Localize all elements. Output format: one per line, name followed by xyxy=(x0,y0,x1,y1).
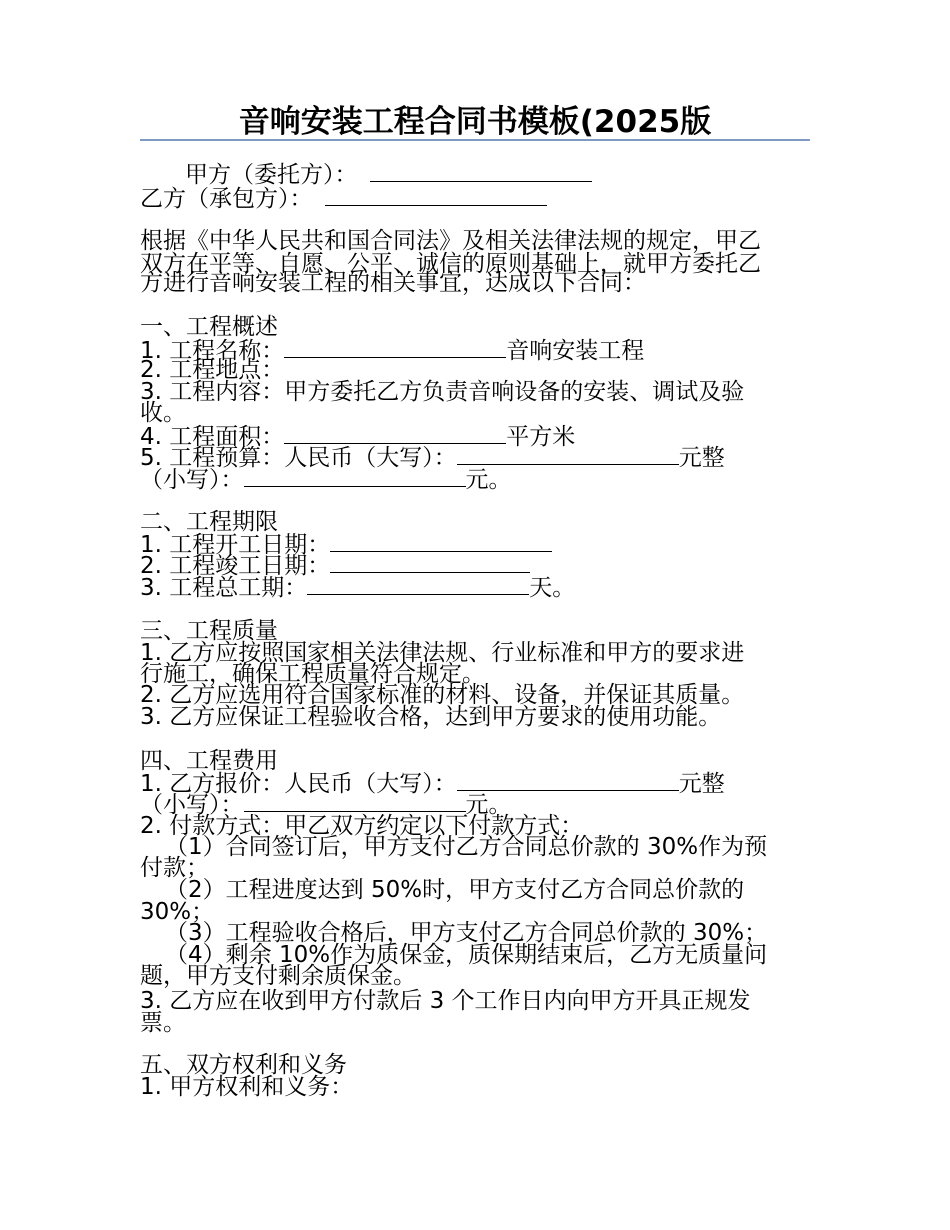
party-b-line xyxy=(140,185,547,212)
project-area-suffix: 平方米 xyxy=(506,424,576,450)
project-budget-small-suffix: 元。 xyxy=(465,467,512,493)
quote-small-suffix: 元。 xyxy=(465,792,512,818)
party-a-blank xyxy=(370,161,592,182)
total-duration-label: 3. 工程总工期： xyxy=(140,575,308,601)
quote-small-label: （小写）： xyxy=(140,792,244,818)
payment-1-line-a: （1）合同签订后，甲方支付乙方合同总价款的 30%作为预 xyxy=(165,834,768,860)
total-duration-line xyxy=(140,574,575,601)
quote-label: 1. 乙方报价：人民币（大写）： xyxy=(140,771,457,797)
project-content-line-2: 收。 xyxy=(140,400,186,426)
project-name-suffix: 音响安装工程 xyxy=(506,338,645,364)
payment-4-line-a: （4）剩余 10%作为质保金，质保期结束后，乙方无质量问 xyxy=(165,942,768,968)
start-date-blank xyxy=(330,531,552,552)
total-duration-blank xyxy=(307,574,529,595)
payment-1-line-b: 付款； xyxy=(140,855,209,881)
section-5-heading: 五、双方权利和义务 xyxy=(140,1052,347,1078)
project-budget-small-label: （小写）： xyxy=(140,467,244,493)
party-a-line xyxy=(185,161,592,188)
payment-2-line-a: （2）工程进度达到 50%时，甲方支付乙方合同总价款的 xyxy=(165,877,745,903)
document-title: 音响安装工程合同书模板(2025版 xyxy=(238,104,712,140)
project-name-label: 1. 工程名称： xyxy=(140,338,285,364)
quality-line-3: 2. 乙方应选用符合国家标准的材料、设备，并保证其质量。 xyxy=(140,682,745,708)
section-2-heading: 二、工程期限 xyxy=(140,509,278,535)
project-content-line-1: 3. 工程内容：甲方委托乙方负责音响设备的安装、调试及验 xyxy=(140,379,745,405)
intro-line-2: 双方在平等、自愿、公平、诚信的原则基础上，就甲方委托乙 xyxy=(140,251,761,277)
total-duration-suffix: 天。 xyxy=(529,575,576,601)
quality-line-1: 1. 乙方应按照国家相关法律法规、行业标准和甲方的要求进 xyxy=(140,640,745,666)
party-a-rights-line: 1. 甲方权利和义务： xyxy=(140,1074,354,1100)
quote-blank xyxy=(457,770,679,791)
party-a-label: 甲方（委托方）： xyxy=(185,162,358,188)
project-budget-suffix: 元整 xyxy=(678,445,725,471)
quality-line-2: 行施工，确保工程质量符合规定。 xyxy=(140,661,485,687)
project-area-blank xyxy=(284,423,506,444)
project-location-line: 2. 工程地点： xyxy=(140,357,285,383)
project-name-blank xyxy=(284,337,506,358)
project-budget-small-line xyxy=(140,466,512,493)
section-3-heading: 三、工程质量 xyxy=(140,618,278,644)
intro-line-1: 根据《中华人民共和国合同法》及相关法律法规的规定，甲乙 xyxy=(140,228,761,254)
section-1-heading: 一、工程概述 xyxy=(140,314,278,340)
quality-line-4: 3. 乙方应保证工程验收合格，达到甲方要求的使用功能。 xyxy=(140,704,722,730)
end-date-blank xyxy=(330,552,530,573)
project-area-label: 4. 工程面积： xyxy=(140,424,285,450)
payment-method-line: 2. 付款方式：甲乙双方约定以下付款方式： xyxy=(140,813,584,839)
end-date-label: 2. 工程竣工日期： xyxy=(140,553,331,579)
party-b-label: 乙方（承包方）： xyxy=(140,186,313,212)
payment-4-line-b: 题，甲方支付剩余质保金。 xyxy=(140,963,416,989)
invoice-line-b: 票。 xyxy=(140,1010,186,1036)
project-budget-small-blank xyxy=(244,466,466,487)
project-budget-blank xyxy=(457,444,679,465)
payment-2-line-b: 30%； xyxy=(140,899,215,925)
start-date-label: 1. 工程开工日期： xyxy=(140,532,331,558)
quote-suffix: 元整 xyxy=(678,771,725,797)
quote-small-blank xyxy=(244,791,466,812)
invoice-line-a: 3. 乙方应在收到甲方付款后 3 个工作日内向甲方开具正规发 xyxy=(140,988,751,1014)
title-underline xyxy=(140,139,810,141)
payment-3-line: （3）工程验收合格后，甲方支付乙方合同总价款的 30%； xyxy=(165,920,768,946)
intro-line-3: 方进行音响安装工程的相关事宜，达成以下合同： xyxy=(140,270,646,296)
party-b-blank xyxy=(325,185,547,206)
project-budget-label: 5. 工程预算：人民币（大写）： xyxy=(140,445,457,471)
section-4-heading: 四、工程费用 xyxy=(140,748,278,774)
